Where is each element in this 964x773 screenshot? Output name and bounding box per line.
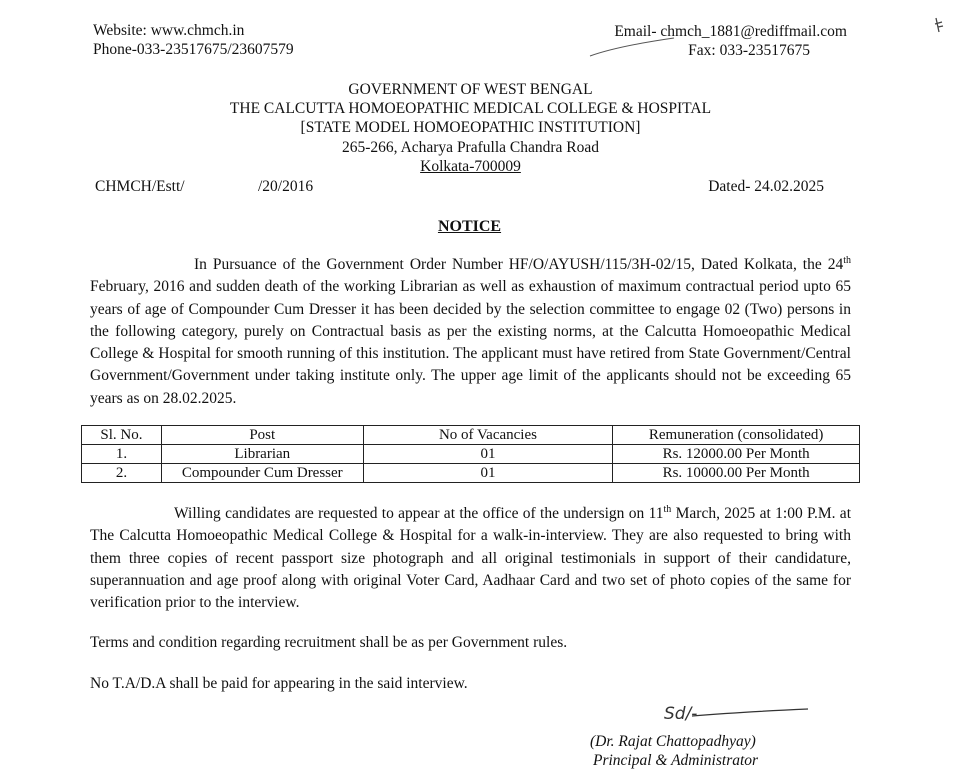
memo-ref-prefix: CHMCH/Estt/ (95, 178, 185, 195)
notice-title: NOTICE (437, 218, 502, 235)
table-cell: Rs. 10000.00 Per Month (613, 464, 860, 483)
notice-paragraph-2 (90, 503, 851, 614)
corner-mark-icon (932, 16, 946, 34)
para1-text-a: In Pursuance of the Government Order Number HF/O/AYUSH/115/3H-02/15, Dated Kolkata, the 24 (194, 256, 844, 273)
table-header-cell: Remuneration (consolidated) (613, 426, 860, 445)
table-cell: 01 (363, 445, 613, 464)
table-cell: Compounder Cum Dresser (161, 464, 363, 483)
letterhead-govt: GOVERNMENT OF WEST BENGAL (348, 81, 593, 98)
table-header-cell: Sl. No. (82, 426, 162, 445)
table-header-row (82, 426, 860, 445)
letterhead-address: 265-266, Acharya Prafulla Chandra Road (342, 139, 599, 156)
pen-mark-icon (588, 36, 678, 60)
fax-text: Fax: 033-23517675 (688, 42, 810, 59)
para2-text-a: Willing candidates are requested to appear at the office of the undersign on 11 (174, 505, 664, 522)
table-cell: 01 (363, 464, 613, 483)
table-cell: 2. (82, 464, 162, 483)
signature-mark: Sd/- (664, 704, 698, 724)
vacancy-table (81, 425, 860, 483)
table-cell: 1. (82, 445, 162, 464)
table-header-cell: Post (161, 426, 363, 445)
website-text: Website: www.chmch.in (93, 22, 245, 39)
phone-text: Phone-033-23517675/23607579 (93, 41, 294, 58)
notice-paragraph-4: No T.A/D.A shall be paid for appearing in the said interview. (90, 675, 468, 692)
para2-text-b: March, 2025 at 1:00 P.M. at The Calcutta Homoeopathic Medical College & Hospital for a walk-in-interview. They are also requested to bring with them three copies of recent passport size photograph and all original testimonials in support of their candidature, superannuation and age proof along with original Voter Card, Aadhaar Card and two set of photo copies of the same for verification prior to the interview. (90, 505, 851, 612)
signature-stroke-icon (690, 706, 812, 720)
para1-text-b: February, 2016 and sudden death of the working Librarian as well as exhaustion of maximum contractual period upto 65 years of age of Compounder Cum Dresser it has been decided by the selection committee to engage 02 (Two) persons in the following category, purely on Contractual basis as per the existing norms, at the Calcutta Homoeopathic Medical College & Hospital for smooth running of this institution. The applicant must have retired from State Government/Central Government/Government under taking institute only. The upper age limit of the applicants should not be exceeding 65 years as on 28.02.2025. (90, 278, 851, 407)
memo-ref-suffix: /20/2016 (258, 178, 314, 195)
para2-superscript: th (663, 503, 672, 515)
para1-superscript: th (843, 254, 851, 266)
notice-paragraph-3: Terms and condition regarding recruitment shall be as per Government rules. (90, 634, 568, 651)
letterhead-college: THE CALCUTTA HOMOEOPATHIC MEDICAL COLLEGE & HOSPITAL (229, 100, 712, 117)
table-header-cell: No of Vacancies (363, 426, 613, 445)
letterhead-institution: [STATE MODEL HOMOEOPATHIC INSTITUTION] (300, 119, 641, 136)
memo-date: Dated- 24.02.2025 (708, 178, 824, 195)
table-cell: Librarian (161, 445, 363, 464)
email-text: Email- chmch_1881@rediffmail.com (614, 23, 847, 40)
letterhead-city: Kolkata-700009 (420, 158, 521, 175)
notice-paragraph-1 (90, 254, 851, 410)
table-cell: Rs. 12000.00 Per Month (613, 445, 860, 464)
table-row (82, 464, 860, 483)
signatory-designation: Principal & Administrator (593, 752, 759, 769)
table-row (82, 445, 860, 464)
signatory-name: (Dr. Rajat Chattopadhyay) (590, 733, 756, 750)
